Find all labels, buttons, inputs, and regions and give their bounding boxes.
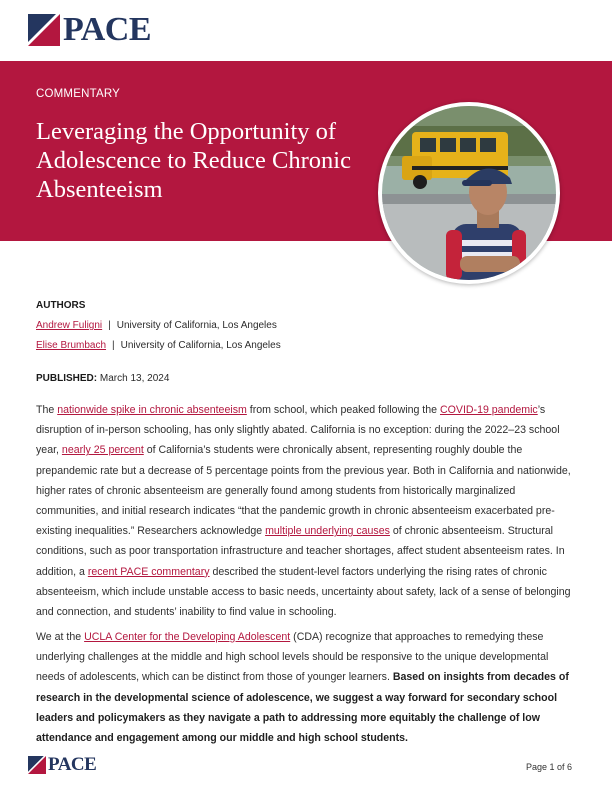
inline-link[interactable]: COVID-19 pandemic [439, 404, 538, 416]
published-line [36, 373, 169, 384]
footer-logo-text: PACE [48, 754, 97, 775]
author-row [36, 340, 281, 351]
separator: | [112, 340, 115, 351]
separator: | [108, 320, 111, 331]
body-paragraph-1 [36, 400, 578, 622]
published-date: March 13, 2024 [99, 373, 170, 384]
article-kicker: COMMENTARY [36, 88, 120, 100]
body-text: The [36, 404, 58, 416]
inline-link[interactable]: nearly 25 percent [61, 444, 144, 457]
published-label: PUBLISHED: [36, 373, 98, 384]
author-row [36, 320, 277, 331]
body-text: of California’s students were chronically absent, representing roughly double the prepandemic rate but a decrease of 5 percentage points from the previous year. Both in California and nationwide, higher rates of chronic absenteeism are generally found among students from historically marginalized communities, and initial research indicates “that the pandemic growth in chronic absenteeism exacerbated pre-existing inequalities.” Researchers acknowledge [36, 444, 571, 538]
inline-link[interactable]: recent PACE commentary [87, 565, 210, 578]
authors-heading: AUTHORS [36, 300, 86, 311]
body-paragraph-2 [36, 627, 578, 748]
page-number: Page 1 of 6 [526, 762, 573, 772]
body-text: (CDA) recognize that approaches to remedying these underlying challenges at the middle and high school levels should be responsive to the unique developmental needs of adolescents, which can be distinct from those of younger learners. [36, 631, 549, 684]
author-affiliation: University of California, Los Angeles [116, 320, 277, 331]
pace-logo-text: PACE [63, 11, 152, 48]
pace-logo-mark-icon [28, 756, 46, 774]
inline-link[interactable]: nationwide spike in chronic absenteeism [57, 404, 247, 416]
author-affiliation: University of California, Los Angeles [120, 340, 281, 351]
student-bus-photo-illustration [382, 106, 556, 280]
pace-logo[interactable] [28, 11, 152, 48]
body-text: We at the [36, 631, 85, 643]
inline-link[interactable]: multiple underlying causes [265, 525, 390, 538]
author-link[interactable]: Andrew Fuligni [36, 320, 103, 331]
pace-logo-mark-icon [28, 14, 60, 46]
hero-photo [378, 102, 560, 284]
footer-pace-logo[interactable] [28, 756, 96, 774]
inline-link[interactable]: UCLA Center for the Developing Adolescent [84, 631, 291, 643]
body-text: ’s disruption of in-person schooling, has only slightly abated. California is no exception: during the 2022–23 school year, [36, 404, 560, 457]
author-link[interactable]: Elise Brumbach [36, 340, 107, 351]
body-text: described the student-level factors underlying the rising rates of chronic absenteeism, which include unstable access to basic needs, uncertainty about safety, lack of a sense of belonging and connection, and students’ inability to find value in schooling. [36, 565, 571, 619]
article-title: Leveraging the Opportunity of Adolescence to Reduce Chronic Absenteeism [36, 118, 351, 203]
body-text: from school, which peaked following the [246, 404, 440, 416]
bold-text: Based on insights from decades of research in the developmental science of adolescence, we suggest a way forward for secondary school leaders and policymakers as they navigate a path to addressing more equitably the challenge of low attendance and engagement among our middle and high school students. [36, 671, 569, 745]
body-text: of chronic absenteeism. Structural conditions, such as poor transportation infrastructure and teacher shortages, affect student absenteeism rates. In addition, a [36, 525, 565, 578]
